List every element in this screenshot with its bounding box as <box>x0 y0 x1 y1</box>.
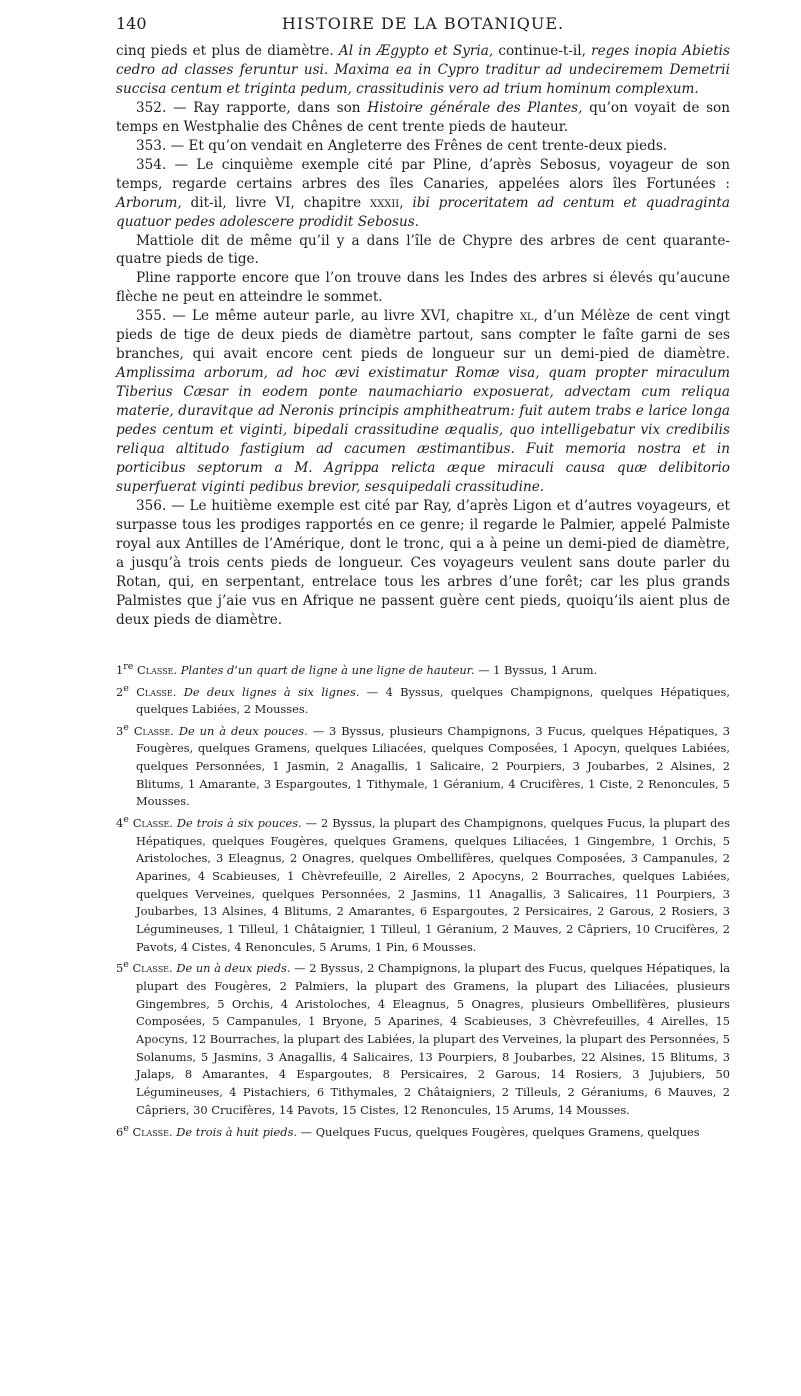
class-entry: 6e Classe. De trois à huit pieds. — Quelques Fucus, quelques Fougères, quelques Gramens, quelques <box>116 1122 700 1139</box>
text-run: 354. — Le cinquième exemple cité par Pline, d’après Sebosus, voyageur de son temps, regarde certains arbres des îles Canaries, appelées alors îles Fortunées : <box>116 156 730 192</box>
class-ordinal: e <box>123 959 129 971</box>
class-plants: 1 Byssus, 1 Arum. <box>493 662 598 677</box>
text-run: , d’un Mélèze de cent vingt pieds de tige de deux pieds de diamètre partout, sans compter le faîte garni de ses branches, qui avait encore cent pieds de longueur sur un demi-pied de diamètre. <box>116 308 730 363</box>
class-number: 5 <box>116 961 124 976</box>
text-run: 353. — Et qu’on vendait en Angleterre des Frênes de cent trente-deux pieds. <box>136 137 668 154</box>
paragraph <box>116 42 730 99</box>
paragraph <box>116 307 730 497</box>
text-run: cinq pieds et plus de diamètre. <box>116 43 339 59</box>
latin-quote: ibi proceritatem ad centum et quadraginta quatuor pedes adolescere prodidit Sebosus. <box>116 194 730 230</box>
class-plants: 2 Byssus, la plupart des Champignons, quelques Fucus, la plupart des Hépatiques, quelques Fougères, quelques Gramens, quelques Liliacées, 1 Gingembre, 1 Orchis, 5 Aristoloches, 3 Eleagnus, 2 Onagres, quelques Ombellifères, quelques Composées, 3 Campanules, 2 Aparines, 4 Scabieuses, 1 Chèvrefeuille, 2 Airelles, 2 Apocyns, 2 Bourraches, quelques Labiées, quelques Verveines, quelques Personnées, 2 Jasmins, 11 Anagallis, 3 Salicaires, 11 Pourpiers, 3 Joubarbes, 13 Alsines, 4 Blitums, 2 Amarantes, 6 Espargoutes, 2 Persicaires, 2 Garous, 2 Rosiers, 3 Légumineuses, 1 Tilleul, 1 Châtaignier, 1 Tilleul, 1 Géranium, 2 Mauves, 2 Câpriers, 10 Crucifères, 2 Pavots, 4 Cistes, 4 Renoncules, 5 Arums, 1 Pin, 6 Mousses. <box>136 815 730 954</box>
class-size: De trois à six pouces. <box>176 815 302 830</box>
class-plants: Quelques Fucus, quelques Fougères, quelques Gramens, quelques <box>315 1124 700 1139</box>
class-number: 1 <box>116 662 124 677</box>
class-label: Classe. <box>136 684 177 699</box>
paragraph <box>116 99 730 137</box>
text-run: qu’on voyait de son temps en Westphalie des Chênes de cent trente pieds de hauteur. <box>116 99 730 135</box>
main-text <box>116 42 730 630</box>
paragraph <box>116 269 730 307</box>
class-size: Plantes d’un quart de ligne à une ligne de hauteur. <box>180 662 475 677</box>
class-plants: 3 Byssus, plusieurs Champignons, 3 Fucus, quelques Hépatiques, 3 Fougères, quelques Gramens, quelques Liliacées, quelques Composées, 1 Apocyn, quelques Labiées, quelques Personnées, 1 Jasmin, 2 Anagallis, 1 Salicaire, 2 Pourpiers, 3 Joubarbes, 2 Alsines, 2 Blitums, 1 Amarante, 3 Espargoutes, 1 Tithymale, 1 Géranium, 4 Crucifères, 1 Ciste, 2 Renoncules, 5 Mousses. <box>136 723 730 809</box>
running-title: HISTOIRE DE LA BOTANIQUE. <box>281 14 565 33</box>
text-run: continue-t-il, <box>493 43 592 59</box>
class-ordinal: e <box>123 814 129 826</box>
class-label: Classe. <box>132 815 173 830</box>
latin-quote: Arborum, <box>116 194 182 211</box>
class-number: 4 <box>116 815 124 830</box>
text-run: dit-il, livre VI, chapitre <box>181 194 370 211</box>
text-run: xxxii <box>369 194 400 211</box>
class-number: 2 <box>116 684 124 699</box>
class-number: 6 <box>116 1124 124 1139</box>
class-entry: 3e Classe. De un à deux pouces. — 3 Byssus, plusieurs Champignons, 3 Fucus, quelques Hépatiques, 3 Fougères, quelques Gramens, quelques Liliacées, quelques Composées, 1 Apocyn, quelques Labiées, quelques Personnées, 1 Jasmin, 2 Anagallis, 1 Salicaire, 2 Pourpiers, 3 Joubarbes, 2 Alsines, 2 Blitums, 1 Amarante, 3 Espargoutes, 1 Tithymale, 1 Géranium, 4 Crucifères, 1 Ciste, 2 Renoncules, 5 Mousses. <box>116 721 730 809</box>
class-ordinal: e <box>123 1122 129 1134</box>
latin-quote: Amplissima arborum, ad hoc ævi existimatur Romæ visa, quam propter miraculum Tiberius Cæsar in eodem ponte naumachiario exposuerat, advectam cum reliqua materie, duravitque ad Neronis principis amphitheatrum: fuit autem trabs e larice longa pedes centum et viginti, bipedali crassitudine æqualis, quo intelligebatur vix credibilis reliqua altitudo fastigium ad cacumen æstimantibus. Fuit memoria nostra et in porticibus septorum a M. Agrippa relicta æque miraculi causa quæ delibitorio superfuerat viginti pedibus brevior, sesquipedali crassitudine. <box>116 365 730 495</box>
class-label: Classe. <box>132 961 173 976</box>
text-run: , <box>399 194 413 211</box>
text-run: Pline rapporte encore que l’on trouve dans les Indes des arbres si élevés qu’aucune flèche ne peut en atteindre le sommet. <box>116 270 730 306</box>
latin-quote: Al in Ægypto et Syria, <box>338 43 494 59</box>
text-run: 352. — Ray rapporte, dans son <box>136 99 368 116</box>
class-label: Classe. <box>132 1124 173 1139</box>
paragraph <box>116 497 730 630</box>
class-entry: 4e Classe. De trois à six pouces. — 2 Byssus, la plupart des Champignons, quelques Fucus, la plupart des Hépatiques, quelques Fougères, quelques Gramens, quelques Liliacées, 1 Gingembre, 1 Orchis, 5 Aristoloches, 3 Eleagnus, 2 Onagres, quelques Ombellifères, quelques Composées, 3 Campanules, 2 Aparines, 4 Scabieuses, 1 Chèvrefeuille, 2 Airelles, 2 Apocyns, 2 Bourraches, quelques Labiées, quelques Verveines, quelques Personnées, 2 Jasmins, 11 Anagallis, 3 Salicaires, 11 Pourpiers, 3 Joubarbes, 13 Alsines, 4 Blitums, 2 Amarantes, 6 Espargoutes, 2 Persicaires, 2 Garous, 2 Rosiers, 3 Légumineuses, 1 Tilleul, 1 Châtaignier, 1 Tilleul, 1 Géranium, 2 Mauves, 2 Câpriers, 10 Crucifères, 2 Pavots, 4 Cistes, 4 Renoncules, 5 Arums, 1 Pin, 6 Mousses. <box>116 814 730 954</box>
class-size: De deux lignes à six lignes. <box>183 684 360 699</box>
class-label: Classe. <box>133 723 174 738</box>
class-entry: 2e Classe. De deux lignes à six lignes. — 4 Byssus, quelques Champignons, quelques Hépatiques, quelques Labiées, 2 Mousses. <box>116 682 731 716</box>
class-entry: 1re Classe. Plantes d’un quart de ligne à une ligne de hauteur. — 1 Byssus, 1 Arum. <box>116 661 598 677</box>
class-plants: 4 Byssus, quelques Champignons, quelques Hépatiques, quelques Labiées, 2 Mousses. <box>136 684 731 716</box>
paragraph <box>116 156 730 232</box>
latin-quote: reges inopia Abietis cedro ad classes feruntur usi. Maxima ea in Cypro traditur ad undeciremem Demetrii succisa centum et triginta pedum, crassitudinis vero ad trium hominum complexum. <box>116 43 730 97</box>
class-ordinal: e <box>123 682 129 694</box>
text-run: xl <box>519 308 534 325</box>
class-ordinal: re <box>123 661 134 672</box>
class-ordinal: e <box>123 721 129 733</box>
classes-footnotes <box>116 658 730 1141</box>
class-number: 3 <box>116 723 124 738</box>
class-size: De un à deux pouces. <box>178 723 308 738</box>
class-entry: 5e Classe. De un à deux pieds. — 2 Byssus, 2 Champignons, la plupart des Fucus, quelques Hépatiques, la plupart des Fougères, 2 Palmiers, la plupart des Gramens, la plupart des Liliacées, plusieurs Gingembres, 5 Orchis, 4 Aristoloches, 4 Eleagnus, 5 Onagres, plusieurs Ombellifères, plusieurs Composées, 5 Campanules, 1 Bryone, 5 Aparines, 4 Scabieuses, 3 Chèvrefeuilles, 4 Airelles, 15 Apocyns, 12 Bourraches, la plupart des Labiées, la plupart des Verveines, la plupart des Personnées, 5 Solanums, 5 Jasmins, 3 Anagallis, 4 Salicaires, 13 Pourpiers, 8 Joubarbes, 22 Alsines, 15 Blitums, 3 Jalaps, 8 Amarantes, 4 Espargoutes, 8 Persicaires, 2 Garous, 14 Rosiers, 3 Jujubiers, 50 Légumineuses, 4 Pistachiers, 6 Tithymales, 2 Châtaigniers, 2 Tilleuls, 2 Géraniums, 6 Mauves, 2 Câpriers, 30 Crucifères, 14 Pavots, 15 Cistes, 12 Renoncules, 15 Arums, 14 Mousses. <box>116 959 731 1117</box>
text-run: 355. — Le même auteur parle, au livre XVI, chapitre <box>136 308 520 325</box>
text-run: Mattiole dit de même qu’il y a dans l’île de Chypre des arbres de cent quarante-quatre pieds de tige. <box>116 232 730 268</box>
class-plants: 2 Byssus, 2 Champignons, la plupart des Fucus, quelques Hépatiques, la plupart des Fougères, 2 Palmiers, la plupart des Gramens, la plupart des Liliacées, plusieurs Gingembres, 5 Orchis, 4 Aristoloches, 4 Eleagnus, 5 Onagres, plusieurs Ombellifères, plusieurs Composées, 5 Campanules, 1 Bryone, 5 Aparines, 4 Scabieuses, 3 Chèvrefeuilles, 4 Airelles, 15 Apocyns, 12 Bourraches, la plupart des Labiées, la plupart des Verveines, la plupart des Personnées, 5 Solanums, 5 Jasmins, 3 Anagallis, 4 Salicaires, 13 Pourpiers, 8 Joubarbes, 22 Alsines, 15 Blitums, 3 Jalaps, 8 Amarantes, 4 Espargoutes, 8 Persicaires, 2 Garous, 14 Rosiers, 3 Jujubiers, 50 Légumineuses, 4 Pistachiers, 6 Tithymales, 2 Châtaigniers, 2 Tilleuls, 2 Géraniums, 6 Mauves, 2 Câpriers, 30 Crucifères, 14 Pavots, 15 Cistes, 12 Renoncules, 15 Arums, 14 Mousses. <box>136 961 731 1117</box>
class-size: De trois à huit pieds. <box>176 1124 298 1139</box>
class-size: De un à deux pieds. <box>176 961 291 976</box>
page-number: 140 <box>116 14 147 33</box>
paragraph <box>116 232 730 270</box>
latin-quote: Histoire générale des Plantes, <box>367 99 583 116</box>
paragraph <box>116 137 730 156</box>
page-header <box>116 14 730 40</box>
text-run: 356. — Le huitième exemple est cité par Ray, d’après Ligon et d’autres voyageurs, et surpasse tous les prodiges rapportés en ce genre; il regarde le Palmier, appelé Palmiste royal aux Antilles de l’Amérique, dont le tronc, qui a à peine un demi-pied de diamètre, a jusqu’à trois cents pieds de longueur. Ces voyageurs veulent sans doute parler du Rotan, qui, en serpentant, entrelace tous les arbres d’une forêt; car les plus grands Palmistes que j’aie vus en Afrique ne passent guère cent pieds, quoiqu’ils aient plus de deux pieds de diamètre. <box>116 497 730 628</box>
class-label: Classe. <box>137 662 178 677</box>
